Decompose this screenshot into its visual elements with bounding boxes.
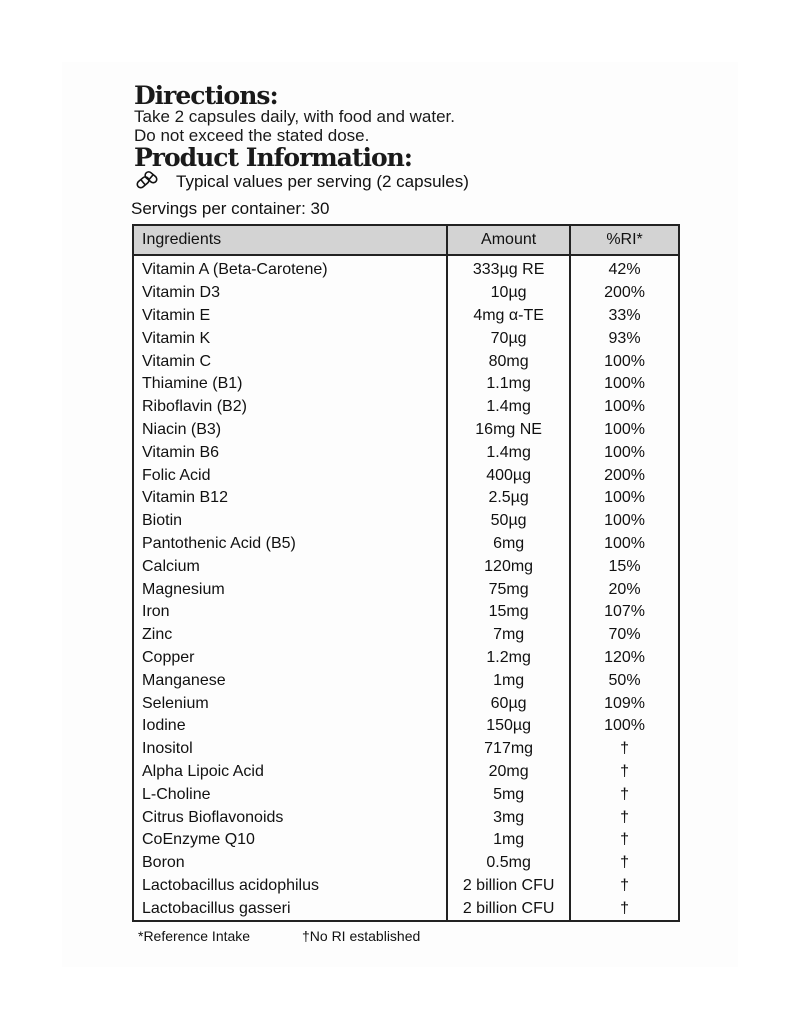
ri-cell: 200%: [570, 282, 679, 305]
amount-cell: 120mg: [447, 555, 570, 578]
ri-cell: †: [570, 761, 679, 784]
servings-per-container: Servings per container: 30: [131, 199, 330, 218]
ingredient-cell: Copper: [142, 648, 195, 666]
table-row: [133, 829, 679, 852]
ingredient-cell: Selenium: [142, 694, 209, 712]
amount-cell: 1mg: [447, 829, 570, 852]
table-row: [133, 783, 679, 806]
header-amount: Amount: [447, 225, 570, 255]
ingredient-cell: Alpha Lipoic Acid: [142, 762, 264, 780]
amount-cell: 80mg: [447, 350, 570, 373]
table-row: [133, 601, 679, 624]
table-row: [133, 715, 679, 738]
ri-cell: 100%: [570, 373, 679, 396]
table-row: [133, 875, 679, 898]
footnote-reference-intake: *Reference Intake: [138, 928, 251, 944]
amount-cell: 1.4mg: [447, 441, 570, 464]
ri-cell: 100%: [570, 441, 679, 464]
table-row: [133, 327, 679, 350]
amount-cell: 16mg NE: [447, 419, 570, 442]
table-row: [133, 555, 679, 578]
ri-cell: 15%: [570, 555, 679, 578]
amount-cell: 1.2mg: [447, 647, 570, 670]
table-row: [133, 624, 679, 647]
header-ri: %RI*: [570, 225, 679, 255]
ri-cell: †: [570, 852, 679, 875]
ri-cell: 120%: [570, 647, 679, 670]
ingredient-cell: Calcium: [142, 557, 200, 575]
amount-cell: 4mg α-TE: [447, 305, 570, 328]
table-row: [133, 487, 679, 510]
directions-line-2: Do not exceed the stated dose.: [134, 126, 370, 145]
ingredient-cell: Vitamin C: [142, 352, 212, 370]
table-row: [133, 282, 679, 305]
table-row: [133, 578, 679, 601]
amount-cell: 1.1mg: [447, 373, 570, 396]
ingredient-cell: Biotin: [142, 512, 183, 530]
table-row: [133, 692, 679, 715]
typical-values-text: Typical values per serving (2 capsules): [176, 172, 469, 191]
ingredient-cell: Vitamin E: [142, 306, 211, 324]
capsules-icon: [134, 168, 160, 194]
ri-cell: 50%: [570, 669, 679, 692]
ri-cell: 200%: [570, 464, 679, 487]
ingredient-cell: Folic Acid: [142, 466, 211, 484]
ri-cell: †: [570, 897, 679, 921]
ri-cell: 20%: [570, 578, 679, 601]
ingredient-cell: Riboflavin (B2): [142, 398, 247, 416]
ri-cell: †: [570, 875, 679, 898]
table-row: [133, 255, 679, 282]
ingredient-cell: CoEnzyme Q10: [142, 831, 255, 849]
table-row: [133, 647, 679, 670]
amount-cell: 50µg: [447, 510, 570, 533]
ingredient-cell: L-Choline: [142, 785, 211, 803]
amount-cell: 150µg: [447, 715, 570, 738]
amount-cell: 3mg: [447, 806, 570, 829]
ri-cell: 100%: [570, 715, 679, 738]
ingredient-cell: Citrus Bioflavonoids: [142, 808, 284, 826]
ingredient-cell: Iodine: [142, 717, 186, 735]
ri-cell: 100%: [570, 533, 679, 556]
ingredient-cell: Lactobacillus acidophilus: [142, 876, 319, 894]
ingredient-cell: Vitamin A (Beta-Carotene): [142, 261, 328, 279]
amount-cell: 5mg: [447, 783, 570, 806]
ri-cell: 93%: [570, 327, 679, 350]
amount-cell: 1.4mg: [447, 396, 570, 419]
ri-cell: 107%: [570, 601, 679, 624]
table-row: [133, 419, 679, 442]
amount-cell: 2 billion CFU: [447, 897, 570, 921]
ri-cell: 70%: [570, 624, 679, 647]
table-row: [133, 464, 679, 487]
ingredient-cell: Vitamin B6: [142, 443, 220, 461]
ingredient-cell: Boron: [142, 854, 185, 872]
table-row: [133, 305, 679, 328]
ingredient-cell: Vitamin K: [142, 329, 211, 347]
header-ingredients: Ingredients: [133, 225, 447, 255]
ri-cell: 42%: [570, 255, 679, 282]
table-row: [133, 441, 679, 464]
amount-cell: 6mg: [447, 533, 570, 556]
amount-cell: 10µg: [447, 282, 570, 305]
amount-cell: 2.5µg: [447, 487, 570, 510]
ri-cell: †: [570, 806, 679, 829]
directions-line-1: Take 2 capsules daily, with food and water.: [134, 107, 455, 126]
amount-cell: 15mg: [447, 601, 570, 624]
table-row: [133, 806, 679, 829]
table-header-row: [133, 225, 679, 255]
table-row: [133, 761, 679, 784]
ingredient-cell: Pantothenic Acid (B5): [142, 534, 296, 552]
amount-cell: 70µg: [447, 327, 570, 350]
ingredient-cell: Lactobacillus gasseri: [142, 899, 291, 917]
ri-cell: 109%: [570, 692, 679, 715]
amount-cell: 400µg: [447, 464, 570, 487]
ri-cell: 100%: [570, 396, 679, 419]
ri-cell: 100%: [570, 510, 679, 533]
ingredient-cell: Niacin (B3): [142, 420, 222, 438]
ri-cell: †: [570, 829, 679, 852]
amount-cell: 717mg: [447, 738, 570, 761]
table-row: [133, 738, 679, 761]
directions-title: Directions:: [134, 81, 278, 110]
ri-cell: †: [570, 783, 679, 806]
ingredient-cell: Zinc: [142, 626, 173, 644]
ingredient-cell: Thiamine (B1): [142, 375, 243, 393]
ri-cell: 100%: [570, 350, 679, 373]
table-row: [133, 852, 679, 875]
table-row: [133, 533, 679, 556]
table-row: [133, 396, 679, 419]
ingredient-cell: Vitamin D3: [142, 284, 220, 302]
ingredient-cell: Iron: [142, 603, 170, 621]
table-row: [133, 350, 679, 373]
amount-cell: 2 billion CFU: [447, 875, 570, 898]
ri-cell: †: [570, 738, 679, 761]
ingredient-cell: Manganese: [142, 671, 226, 689]
table-row: [133, 669, 679, 692]
footnote-no-ri: †No RI established: [302, 928, 421, 944]
ri-cell: 100%: [570, 487, 679, 510]
amount-cell: 20mg: [447, 761, 570, 784]
ri-cell: 33%: [570, 305, 679, 328]
table-row: [133, 897, 679, 921]
ingredient-cell: Inositol: [142, 740, 193, 758]
amount-cell: 333µg RE: [447, 255, 570, 282]
ingredient-cell: Vitamin B12: [142, 489, 228, 507]
amount-cell: 7mg: [447, 624, 570, 647]
ingredient-cell: Magnesium: [142, 580, 225, 598]
nutrition-table: [132, 224, 680, 922]
ri-cell: 100%: [570, 419, 679, 442]
table-row: [133, 373, 679, 396]
table-row: [133, 510, 679, 533]
amount-cell: 60µg: [447, 692, 570, 715]
amount-cell: 75mg: [447, 578, 570, 601]
amount-cell: 1mg: [447, 669, 570, 692]
product-info-title: Product Information:: [134, 143, 413, 172]
amount-cell: 0.5mg: [447, 852, 570, 875]
